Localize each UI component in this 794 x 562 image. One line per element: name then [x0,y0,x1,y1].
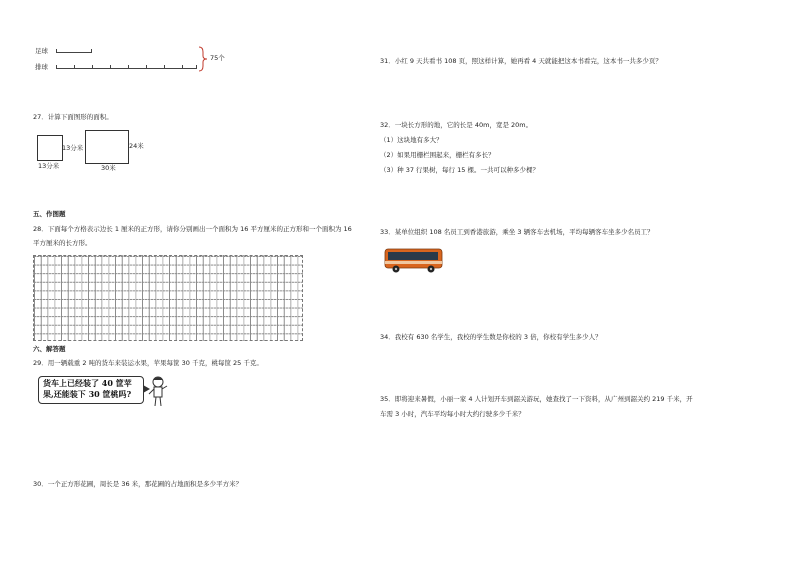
bubble-line1: 货车上已经装了 40 筐苹 [43,378,132,388]
bus-icon [384,246,444,274]
brace-label: 75个 [210,54,225,62]
rect-height: 24米 [129,142,144,150]
volleyball-tick-4 [128,65,129,69]
volleyball-tick-3 [110,65,111,69]
q31-text: 31．小红 9 天共看书 108 页，照这样计算，她再看 4 天就能把这本书看完，这本书一共多少页？ [380,57,662,65]
q30-text: 30．一个正方形花圃，周长是 36 米，那花圃的占地面积是多少平方米？ [33,480,243,488]
drawing-grid[interactable] [33,255,303,341]
q32-sub1: （1）这块地有多大？ [380,136,443,144]
child-figure-icon [148,376,168,408]
rect-width: 30米 [101,164,116,172]
volleyball-tick-7 [182,65,183,69]
section-6-title: 六、解答题 [33,345,66,353]
football-bar [56,52,92,53]
q32-sub3: （3）种 37 行果树，每行 15 棵。一共可以种多少棵？ [380,166,539,174]
volleyball-tick-2 [92,65,93,69]
volleyball-label: 排球 [35,63,48,71]
speech-bubble [38,376,144,404]
rectangle-figure [85,130,129,164]
volleyball-tick-8 [196,65,197,69]
q27-text: 27．计算下面图形的面积。 [33,113,113,121]
volleyball-tick-0 [56,65,57,69]
bubble-line2: 果,还能装下 30 筐桃吗? [43,389,132,399]
q28-line1: 28．下面每个方格表示边长 1 厘米的正方形，请你分别画出一个面积为 16 平方厘米的正方形和一个面积为 16 [33,225,352,233]
section-5-title: 五、作图题 [33,210,66,218]
q33-text: 33．某单位组织 108 名员工到香港旅游，乘坐 3 辆客车去机场，平均每辆客车坐多少名员工？ [380,228,654,236]
volleyball-bar [56,68,196,69]
volleyball-tick-6 [164,65,165,69]
q29-text: 29．用一辆载重 2 吨的货车来装运水果，苹果每筐 30 千克，桃每筐 25 千克。 [33,359,263,367]
q34-text: 34．我校有 630 名学生，我校的学生数是你校的 3 倍，你校有学生多少人？ [380,333,602,341]
football-bar-end [91,49,92,53]
volleyball-tick-5 [146,65,147,69]
right-brace [198,46,208,72]
square-side-right: 13分米 [62,144,84,152]
q35-line2: 车需 3 小时，汽车平均每小时大约行驶多少千米？ [380,410,525,418]
q32-text: 32．一块长方形的地，它的长是 40m，宽是 20m。 [380,121,533,129]
football-bar-start [56,49,57,53]
q32-sub2: （2）如果用栅栏围起来，栅栏有多长？ [380,151,495,159]
square-figure [37,135,63,161]
square-side-bottom: 13分米 [38,162,60,170]
q28-line2: 平方厘米的长方形。 [33,239,92,247]
q35-line1: 35．即将迎来暑假，小丽一家 4 人计划开车到韶关游玩，她查找了一下资料，从广州到韶关约 219 千米，开 [380,395,693,403]
football-label: 足球 [35,47,48,55]
volleyball-tick-1 [74,65,75,69]
